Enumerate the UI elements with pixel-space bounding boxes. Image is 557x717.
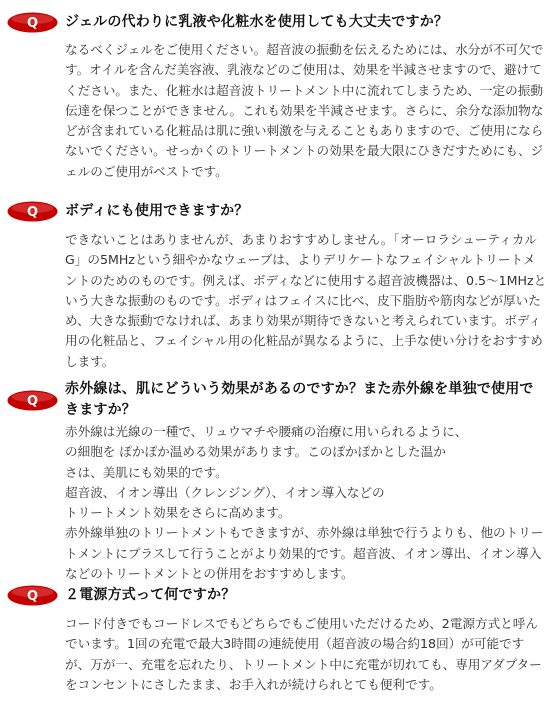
q-badge-icon <box>7 390 58 411</box>
answer-text <box>65 422 547 584</box>
q-badge <box>7 12 58 33</box>
question-text: ２電源方式って何ですか？ <box>65 587 236 603</box>
q-badge-icon <box>7 201 58 222</box>
answer-line: 赤外線は光線の一種で、リュウマチや腰痛の治療に用いられるように、 <box>65 424 468 439</box>
answer-paragraph: コード付きでもコードレスでもどちらでもご使用いただけるため、2電源方式と呼んでいます。1回の充電で最大3時間の連続使用（超音波の場合約18回）が可能ですが、万が一、充電を忘れたり、トリートメント中に充電が切れても、専用アダプターをコンセントにさしたまま、お手入れが続けられとても便利です。 <box>65 616 542 692</box>
answer-line: トリートメント効果をさらに高めます。 <box>65 505 291 521</box>
answer-text <box>65 230 547 372</box>
answer-line: さは、美肌にも効果的です。 <box>65 464 228 480</box>
q-badge <box>7 201 58 222</box>
answer-line: 赤外線単独のトリートメントもできますが、赤外線は単独で行うよりも、他のトリートメントにプラスして行うことがより効果的です。超音波、イオン導出、イオン導入などのトリートメントとの併用をおすすめします。 <box>65 525 544 582</box>
q-badge-label: Q <box>26 16 39 32</box>
q-badge-label: Q <box>26 205 39 221</box>
q-badge-label: Q <box>26 589 39 605</box>
answer-line: 超音波、イオン導出（クレンジング）、イオン導入などの <box>65 484 385 500</box>
answer-text <box>65 614 547 695</box>
question-text: ボディにも使用できますか？ <box>65 203 249 219</box>
answer-paragraph: なるべくジェルをご使用ください。超音波の振動を伝えるためには、水分が不可欠です。オイルを含んだ美容液、乳液などのご使用は、効果を半減させますので、避けてください。また、化粧水は超音波トリートメント中に流れてしまうため、一定の振動伝達を保つことができません。これも効果を半減させます。さらに、余分な添加物などが含まれている化粧品は肌に強い刺激を与えることもありますので、ご使用にならないでください。せっかくのトリートメントの効果を最大限にひきだすためにも、ジェルのご使用がベストです。 <box>65 42 544 179</box>
q-badge-icon <box>7 585 58 606</box>
question-text: ジェルの代わりに乳液や化粧水を使用しても大丈夫ですか？ <box>65 14 449 30</box>
q-badge <box>7 585 58 606</box>
q-badge-label: Q <box>26 394 39 410</box>
answer-paragraph: できないことはありませんが、あまりおすすめしません。「オーロラシューティカルG」の5MHzという細やかなウェーブは、よりデリケートなフェイシャルトリートメントのためのものです。例えば、ボディなどに使用する超音波機器は、0.5〜1MHzという大きな振動のものです。ボディはフェイスに比べ、皮下脂肪や筋肉などが厚いため、大きな振動でなければ、あまり効果が期待できないと考えられています。ボディ用の化粧品と、フェイシャル用の化粧品が異なるように、上手な使い分けをおすすめします。 <box>65 232 547 369</box>
question-text: 赤外線は、肌にどういう効果があるのですか？また赤外線を単独で使用できますか？ <box>65 381 534 418</box>
answer-text <box>65 40 547 182</box>
q-badge-icon <box>7 12 58 33</box>
q-badge <box>7 390 58 411</box>
answer-line: の細胞を ぽかぽか温める効果があります。このぽかぽかとした温か <box>65 444 446 460</box>
